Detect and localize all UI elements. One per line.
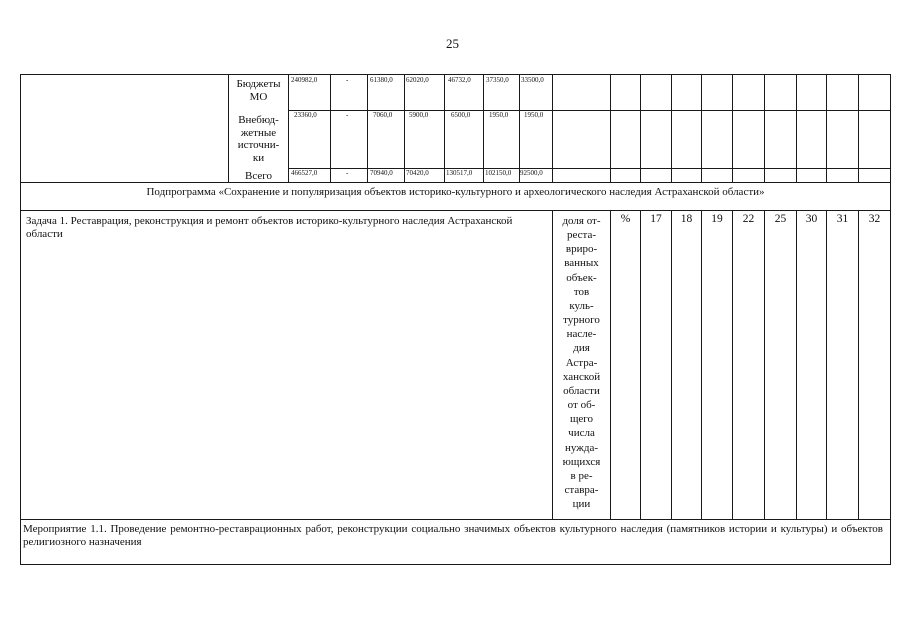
row-divider	[20, 210, 891, 211]
funding-value: 7060,0	[373, 111, 393, 119]
funding-value: 1950,0	[489, 111, 509, 119]
column-divider	[330, 74, 331, 182]
funding-value: 70940,0	[370, 169, 393, 177]
funding-value: -	[346, 169, 349, 177]
column-divider	[858, 210, 859, 519]
funding-value: -	[346, 76, 349, 84]
column-divider	[288, 74, 289, 182]
column-divider	[671, 210, 672, 519]
column-divider	[732, 74, 733, 182]
column-divider	[701, 210, 702, 519]
column-divider	[640, 74, 641, 182]
funding-value: 5900,0	[409, 111, 429, 119]
column-divider	[826, 210, 827, 519]
funding-value: 6500,0	[451, 111, 471, 119]
column-divider	[796, 74, 797, 182]
indicator-value: 32	[868, 213, 881, 225]
funding-source-label: Бюджеты МО	[236, 78, 281, 103]
indicator-value: 19	[711, 213, 723, 225]
column-divider	[826, 74, 827, 182]
column-divider	[796, 210, 797, 519]
funding-value: 240982,0	[291, 76, 318, 84]
financing-table	[20, 74, 891, 565]
funding-value: 70420,0	[406, 169, 429, 177]
column-divider	[610, 210, 611, 519]
funding-source-label: Всего	[245, 170, 272, 182]
indicator-name: доля от- реста- вриро- ванных объек- тов куль- турного насле- дия Астра- ханской области от об- щего числа нужда- ющихся в ре- ставра- ции	[562, 215, 601, 511]
funding-source-label: Внебюд- жетные источни- ки	[237, 114, 280, 164]
row-divider	[20, 519, 891, 520]
indicator-value: 17	[650, 213, 662, 225]
column-divider	[764, 74, 765, 182]
table-border-bottom	[20, 564, 891, 565]
column-divider	[640, 210, 641, 519]
funding-value: 23360,0	[294, 111, 317, 119]
column-divider	[764, 210, 765, 519]
funding-value: 62020,0	[406, 76, 429, 84]
funding-value: 1950,0	[524, 111, 544, 119]
column-divider	[404, 74, 405, 182]
indicator-value: 31	[836, 213, 849, 225]
row-divider	[20, 182, 891, 183]
column-divider	[483, 74, 484, 182]
table-border-left	[20, 74, 21, 565]
funding-value: 61380,0	[370, 76, 393, 84]
column-divider	[552, 74, 553, 182]
funding-value: 92500,0	[520, 169, 543, 177]
funding-value: 102150,0	[485, 169, 512, 177]
indicator-value: 18	[680, 213, 693, 225]
column-divider	[367, 74, 368, 182]
table-border-right	[890, 74, 891, 565]
column-divider	[610, 74, 611, 182]
table-border-top	[20, 74, 891, 75]
column-divider	[701, 74, 702, 182]
column-divider	[444, 74, 445, 182]
funding-value: 46732,0	[448, 76, 471, 84]
column-divider	[858, 74, 859, 182]
subprogram-title: Подпрограмма «Сохранение и популяризация объектов историко-культурного и археологического наследия Астраханской области»	[146, 186, 765, 198]
funding-value: 466527,0	[291, 169, 318, 177]
task-description: Задача 1. Реставрация, реконструкция и ремонт объектов историко-культурного наследия Астраханской области	[26, 215, 513, 240]
column-divider	[519, 74, 520, 182]
indicator-value: 22	[742, 213, 755, 225]
indicator-value: 30	[805, 213, 818, 225]
column-divider	[671, 74, 672, 182]
indicator-value: 25	[774, 213, 787, 225]
unit-of-measure: %	[620, 213, 631, 225]
funding-value: -	[346, 111, 349, 119]
measure-description: Мероприятие 1.1. Проведение ремонтно-реставрационных работ, реконструкции социально значимых объектов культурного наследия (памятников истории и культуры) и объектов религиозного назначения	[23, 523, 883, 548]
page-number: 25	[446, 36, 459, 51]
funding-value: 33500,0	[521, 76, 544, 84]
funding-value: 37350,0	[486, 76, 509, 84]
funding-value: 130517,0	[446, 169, 473, 177]
column-divider	[732, 210, 733, 519]
